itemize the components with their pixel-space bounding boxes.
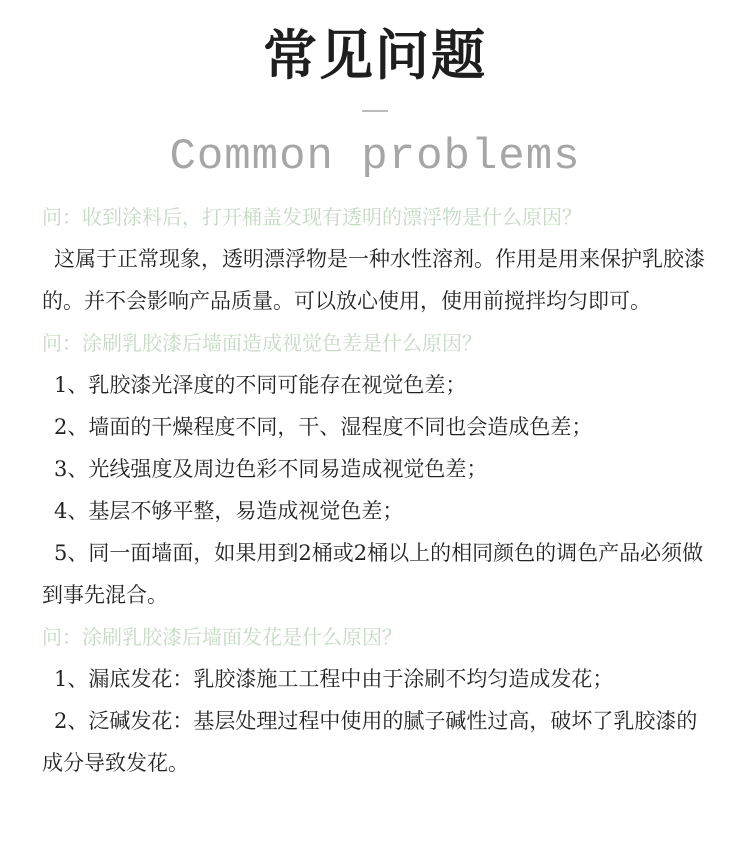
faq-question: 问：涂刷乳胶漆后墙面发花是什么原因？ bbox=[42, 625, 402, 649]
faq-list bbox=[42, 196, 712, 784]
faq-question: 问：涂刷乳胶漆后墙面造成视觉色差是什么原因？ bbox=[42, 331, 482, 355]
faq-answer-item: 4、基层不够平整，易造成视觉色差； bbox=[54, 499, 404, 523]
faq-answer-item: 5、同一面墙面，如果用到2桶或2桶以上的相同颜色的调色产品必须做到事先混合。 bbox=[42, 541, 704, 607]
faq-answer-item: 2、墙面的干燥程度不同，干、湿程度不同也会造成色差； bbox=[54, 415, 593, 439]
faq-answer-item: 3、光线强度及周边色彩不同易造成视觉色差； bbox=[54, 457, 488, 481]
faq-answer-item: 2、泛碱发花：基层处理过程中使用的腻子碱性过高，破坏了乳胶漆的成分导致发花。 bbox=[42, 709, 698, 775]
page-subtitle: Common problems bbox=[169, 132, 581, 182]
page-title: 常见问题 bbox=[263, 23, 487, 87]
faq-answer: 这属于正常现象，透明漂浮物是一种水性溶剂。作用是用来保护乳胶漆的。并不会影响产品质量。可以放心使用，使用前搅拌均匀即可。 bbox=[42, 247, 705, 313]
title-divider bbox=[362, 110, 388, 112]
faq-question: 问：收到涂料后，打开桶盖发现有透明的漂浮物是什么原因？ bbox=[42, 205, 582, 229]
faq-answer-item: 1、乳胶漆光泽度的不同可能存在视觉色差； bbox=[54, 373, 467, 397]
faq-answer-item: 1、漏底发花：乳胶漆施工工程中由于涂刷不均匀造成发花； bbox=[54, 667, 614, 691]
